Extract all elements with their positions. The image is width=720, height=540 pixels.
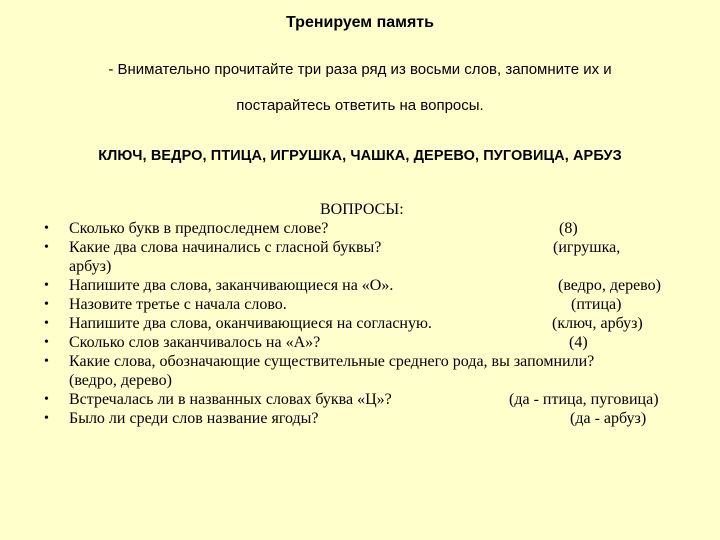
question-item — [0, 409, 687, 428]
bullet-icon: • — [44, 335, 49, 350]
question-item — [0, 333, 687, 352]
questions-list — [0, 219, 720, 428]
bullet-icon: • — [44, 316, 49, 331]
instruction-line-1: - Внимательно прочитайте три раза ряд из восьми слов, запомните их и — [108, 61, 612, 78]
slide-title: Тренируем память — [286, 14, 434, 31]
question-item — [0, 238, 687, 276]
question-text: Встречалась ли в названных словах буква «Ц»? — [69, 391, 392, 408]
bullet-icon: • — [44, 392, 49, 407]
bullet-icon: • — [44, 240, 49, 255]
words-to-memorize: КЛЮЧ, ВЕДРО, ПТИЦА, ИГРУШКА, ЧАШКА, ДЕРЕВО, ПУГОВИЦА, АРБУЗ — [98, 148, 622, 164]
question-answer: (да - арбуз) — [570, 410, 647, 427]
question-item — [0, 314, 687, 333]
question-answer: (птица) — [571, 296, 622, 313]
question-answer: (ключ, арбуз) — [552, 315, 643, 332]
question-answer-continuation: (ведро, дерево) — [69, 372, 172, 389]
question-text: Сколько букв в предпоследнем слове? — [69, 220, 329, 237]
question-text: Было ли среди слов название ягоды? — [69, 410, 319, 427]
question-item — [0, 352, 687, 390]
question-text: Напишите два слова, заканчивающиеся на «О». — [69, 277, 394, 294]
instruction-line-2: постарайтесь ответить на вопросы. — [236, 97, 484, 114]
question-answer: (8) — [559, 220, 578, 237]
question-text: Назовите третье с начала слово. — [69, 296, 287, 313]
question-item — [0, 390, 687, 409]
bullet-icon: • — [44, 221, 49, 236]
question-answer: (4) — [569, 334, 588, 351]
bullet-icon: • — [44, 411, 49, 426]
question-text: Какие слова, обозначающие существительные среднего рода, вы запомнили? — [69, 353, 595, 370]
bullet-icon: • — [44, 297, 49, 312]
question-answer: (игрушка, — [553, 239, 621, 256]
question-text: Сколько слов заканчивалось на «А»? — [69, 334, 321, 351]
questions-heading: ВОПРОСЫ: — [320, 201, 404, 218]
question-text: Какие два слова начинались с гласной буквы? — [69, 239, 382, 256]
question-item — [0, 295, 687, 314]
question-text: Напишите два слова, оканчивающиеся на согласную. — [69, 315, 432, 332]
question-answer-continuation: арбуз) — [69, 258, 112, 275]
question-item — [0, 219, 687, 238]
bullet-icon: • — [44, 278, 49, 293]
question-answer: (да - птица, пуговица) — [509, 391, 659, 408]
question-answer: (ведро, дерево) — [558, 277, 661, 294]
bullet-icon: • — [44, 354, 49, 369]
question-item — [0, 276, 687, 295]
